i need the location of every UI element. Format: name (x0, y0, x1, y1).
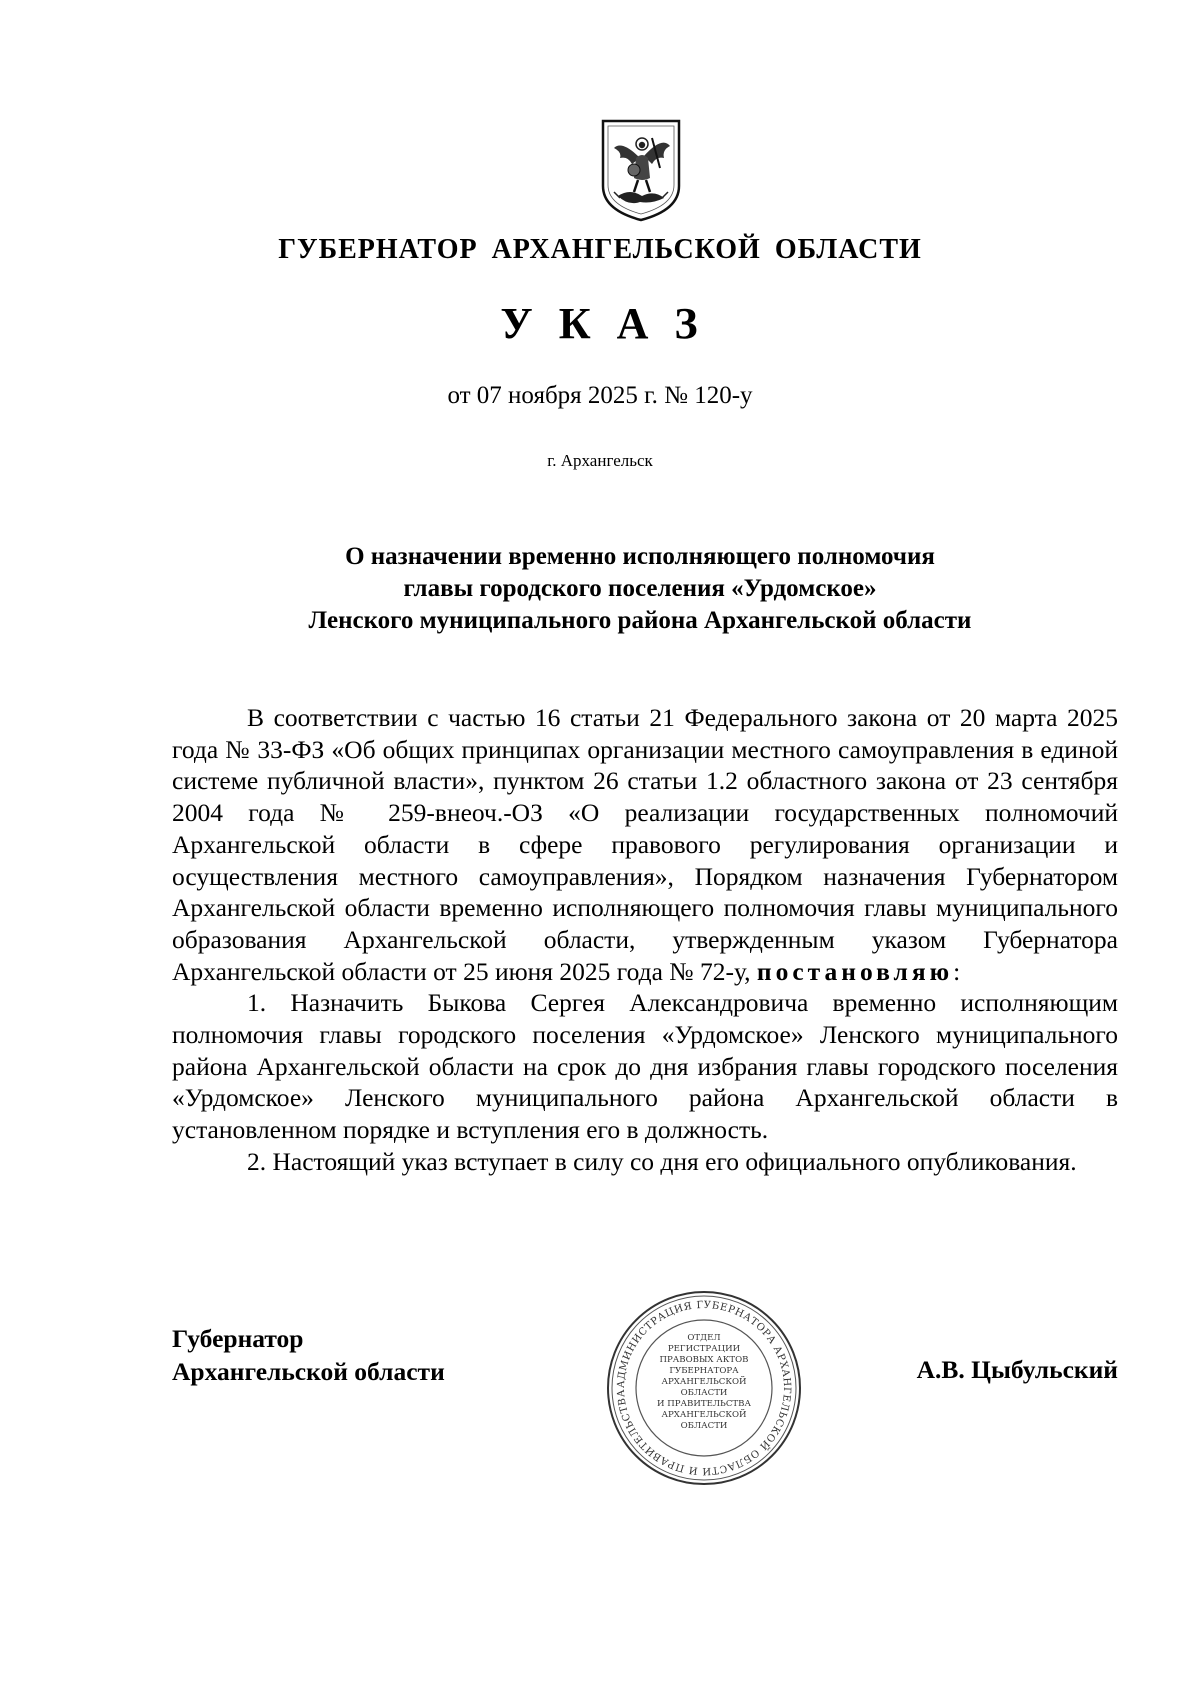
document-city: г. Архангельск (547, 451, 653, 470)
position-line: Архангельской области (172, 1357, 445, 1386)
coat-of-arms-icon (600, 118, 682, 223)
issuing-authority: ГУБЕРНАТОР АРХАНГЕЛЬСКОЙ ОБЛАСТИ (278, 234, 922, 265)
stamp-line: АРХАНГЕЛЬСКОЙ (661, 1377, 747, 1387)
position-line: Губернатор (172, 1324, 304, 1353)
document-date-number: от 07 ноября 2025 г. № 120-у (447, 382, 753, 409)
signatory-position (172, 1322, 445, 1388)
doc-type-letter: У (500, 299, 535, 348)
preamble-text: В соответствии с частью 16 статьи 21 Федерального закона от 20 марта 2025 года № 33-ФЗ «Об общих принципах организации местного самоуправления в единой системе публичной власти», пунктом 26 статьи 1.2 областного закона от 23 сентября 2004 года № 259-внеоч.-ОЗ «О реализации государственных полномочий Архангельской области в сфере правового регулирования организации и осуществления местного самоуправления», Порядком назначения Губернатором Архангельской области временно исполняющего полномочия главы муниципального образования Архангельской области, утвержденным указом Губернатора Архангельской области от 25 июня 2025 года № 72-у, (172, 703, 1118, 986)
title-line: главы городского поселения «Урдомское» (403, 575, 877, 602)
doc-type-letter: З (674, 299, 700, 348)
preamble-paragraph (172, 702, 1118, 987)
doc-type-letter: А (616, 299, 651, 348)
stamp-line: ОБЛАСТИ (680, 1421, 728, 1431)
item-paragraph-1: 1. Назначить Быкова Сергея Александровича временно исполняющим полномочия главы городского поселения «Урдомское» Ленского муниципального района Архангельской области на срок до дня избрания главы городского поселения «Урдомское» Ленского муниципального района Архангельской области в установленном порядке и вступления его в должность. (172, 988, 1118, 1145)
title-line: О назначении временно исполняющего полномочия (345, 543, 935, 570)
stamp-line: РЕГИСТРАЦИИ (667, 1344, 741, 1354)
stamp-line: ПРАВОВЫХ АКТОВ (659, 1355, 749, 1365)
item-paragraph-2: 2. Настоящий указ вступает в силу со дня его официального опубликования. (247, 1146, 1077, 1176)
stamp-line: ГУБЕРНАТОРА (669, 1366, 739, 1376)
document-type (0, 298, 1200, 349)
stamp-line: АРХАНГЕЛЬСКОЙ (661, 1410, 747, 1420)
decree-suffix: : (953, 956, 961, 986)
official-seal (604, 1288, 804, 1488)
stamp-line: ОТДЕЛ (687, 1333, 721, 1343)
stamp-ring-text: АДМИНИСТРАЦИЯ ГУБЕРНАТОРА АРХАНГЕЛЬСКОЙ ОБЛАСТИ И ПРАВИТЕЛЬСТВА (615, 1299, 793, 1477)
stamp-line: ОБЛАСТИ (680, 1388, 728, 1398)
document-title (160, 541, 1120, 637)
doc-type-letter: К (558, 299, 593, 348)
title-line: Ленского муниципального района Архангельской области (308, 607, 972, 634)
stamp-line: И ПРАВИТЕЛЬСТВА (657, 1399, 751, 1409)
document-body (172, 702, 1118, 1178)
decree-word: постановляю (756, 956, 954, 986)
signatory-name: А.В. Цыбульский (916, 1355, 1118, 1384)
